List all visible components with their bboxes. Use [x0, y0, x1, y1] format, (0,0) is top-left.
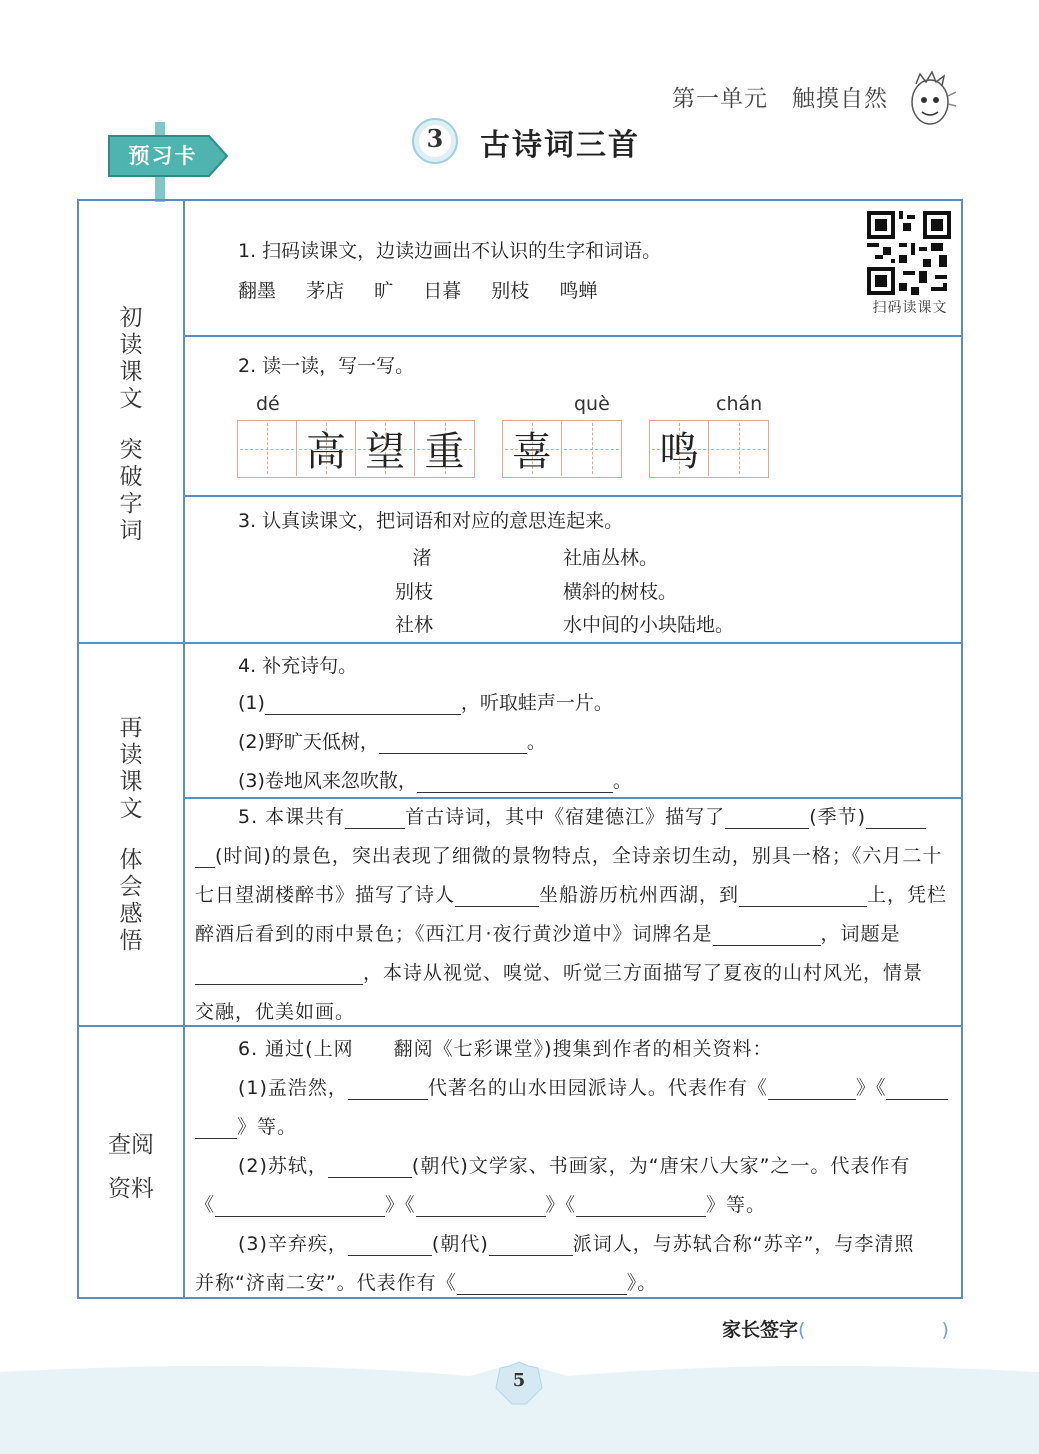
word: 别枝 — [491, 280, 530, 302]
unit-label: 第一单元 — [672, 86, 768, 112]
char-cell: 重 — [415, 421, 474, 476]
q6-line-1: 6. 通过(上网 翻阅《七彩课堂》)搜集到作者的相关资料： — [238, 1038, 773, 1060]
qr-code-icon[interactable] — [867, 211, 951, 295]
q6-line-6: (3)辛弃疾， (朝代) 派词人，与苏轼合称“苏辛”，与李清照 — [238, 1233, 915, 1255]
answer-blank[interactable] — [215, 1195, 385, 1217]
word: 旷 — [374, 280, 394, 302]
answer-blank[interactable] — [739, 885, 867, 907]
pinyin: chán — [716, 393, 763, 415]
q1-prompt: 1. 扫码读课文，边读边画出不认识的生字和词语。 — [238, 240, 662, 262]
q6-line-4: (2)苏轼， (朝代)文学家、书画家，为“唐宋八大家”之一。代表作有 — [238, 1155, 911, 1177]
row-divider — [183, 335, 961, 337]
section-divider — [79, 1025, 961, 1027]
word: 翻墨 — [238, 280, 277, 302]
mascot-icon — [906, 70, 958, 132]
answer-blank[interactable] — [195, 963, 363, 985]
word: 鸣蝉 — [559, 280, 598, 302]
qr-label: 扫码读课文 — [872, 300, 948, 316]
section-label-second-reading: 再 读 课 文 体 会 感 悟 — [119, 715, 143, 954]
section-label-first-reading: 初 读 课 文 突 破 字 词 — [119, 305, 143, 544]
pinyin: dé — [256, 393, 280, 415]
q6-line-5: 《 》《 》《 》等。 — [195, 1194, 767, 1216]
row-divider — [183, 495, 961, 497]
parent-signature: 家长签字( ) — [722, 1319, 949, 1341]
word: 日暮 — [423, 280, 462, 302]
answer-blank[interactable] — [348, 1234, 432, 1256]
q4-line-3: (3)卷地风来忽吹散， 。 — [238, 770, 632, 792]
answer-blank[interactable] — [328, 1156, 412, 1178]
char-cell: 喜 — [503, 421, 562, 476]
char-cell: 高 — [297, 421, 356, 476]
q2-prompt: 2. 读一读，写一写。 — [238, 355, 415, 377]
answer-blank[interactable] — [457, 1273, 627, 1295]
q6-line-3: 》等。 — [195, 1112, 297, 1139]
sign-label: 预习卡 — [128, 144, 198, 168]
q5-line-2: (时间)的景色，突出表现了细微的景物特点，全诗亲切生动，别具一格；《六月二十 — [195, 841, 942, 868]
unit-header — [672, 80, 912, 113]
match-term[interactable]: 别枝 — [394, 581, 433, 603]
q4-prompt: 4. 补充诗句。 — [238, 655, 358, 677]
q5-line-6: 交融，优美如画。 — [195, 1001, 356, 1023]
answer-blank[interactable] — [348, 1078, 428, 1100]
q1-words — [238, 276, 597, 303]
char-grid-group-3 — [649, 420, 769, 478]
answer-blank[interactable] — [417, 771, 613, 793]
answer-blank[interactable] — [195, 846, 215, 868]
q6-line-2: (1)孟浩然， 代著名的山水田园派诗人。代表作有《 》《 — [238, 1073, 948, 1100]
answer-blank[interactable] — [576, 1195, 706, 1217]
answer-blank[interactable] — [886, 1078, 948, 1100]
answer-blank[interactable] — [265, 693, 461, 715]
match-meaning[interactable]: 水中间的小块陆地。 — [563, 614, 735, 636]
answer-blank[interactable] — [416, 1195, 546, 1217]
pinyin: què — [574, 393, 610, 415]
answer-blank[interactable] — [713, 924, 821, 946]
char-grid-group-1 — [237, 420, 475, 478]
answer-blank[interactable] — [725, 807, 809, 829]
char-cell: 望 — [356, 421, 415, 476]
row-divider — [183, 797, 961, 799]
q5-line-1: 5. 本课共有 首古诗词，其中《宿建德江》描写了 (季节) — [238, 802, 926, 829]
match-term[interactable]: 渚 — [412, 547, 432, 569]
answer-blank[interactable] — [866, 807, 926, 829]
q4-line-2: (2)野旷天低树， 。 — [238, 731, 546, 753]
q5-line-3: 七日望湖楼醉书》描写了诗人 坐船游历杭州西湖，到 上，凭栏 — [195, 884, 948, 906]
page-number: 5 — [512, 1370, 526, 1391]
lesson-number: 3 — [426, 124, 444, 153]
answer-blank[interactable] — [345, 807, 405, 829]
char-cell-blank[interactable] — [238, 421, 297, 476]
answer-blank[interactable] — [768, 1078, 856, 1100]
q4-line-1: (1) ，听取蛙声一片。 — [238, 692, 613, 714]
section-divider — [79, 642, 961, 644]
lesson-title: 古诗词三首 — [480, 128, 640, 163]
unit-theme: 触摸自然 — [792, 86, 888, 112]
char-grid-group-2 — [502, 420, 622, 478]
q5-line-4: 醉酒后看到的雨中景色；《西江月·夜行黄沙道中》词牌名是 ，词题是 — [195, 923, 901, 945]
char-cell-blank[interactable] — [562, 421, 621, 476]
match-meaning[interactable]: 社庙丛林。 — [563, 547, 659, 569]
char-cell-blank[interactable] — [709, 421, 768, 476]
char-cell: 鸣 — [650, 421, 709, 476]
match-meaning[interactable]: 横斜的树枝。 — [563, 581, 678, 603]
column-divider — [183, 201, 185, 1297]
answer-blank[interactable] — [489, 1234, 573, 1256]
q6-line-7: 并称“济南二安”。代表作有《 》。 — [195, 1272, 658, 1294]
q5-line-5: ，本诗从视觉、嗅觉、听觉三方面描写了夏夜的山村风光，情景 — [195, 958, 923, 985]
answer-blank[interactable] — [379, 732, 527, 754]
signature-field[interactable] — [805, 1320, 941, 1342]
q3-prompt: 3. 认真读课文，把词语和对应的意思连起来。 — [238, 510, 624, 532]
answer-blank[interactable] — [455, 885, 539, 907]
word: 茅店 — [306, 280, 345, 302]
match-term[interactable]: 社林 — [394, 614, 433, 636]
section-label-research: 查阅 资料 — [108, 1132, 154, 1202]
answer-blank[interactable] — [195, 1117, 237, 1139]
